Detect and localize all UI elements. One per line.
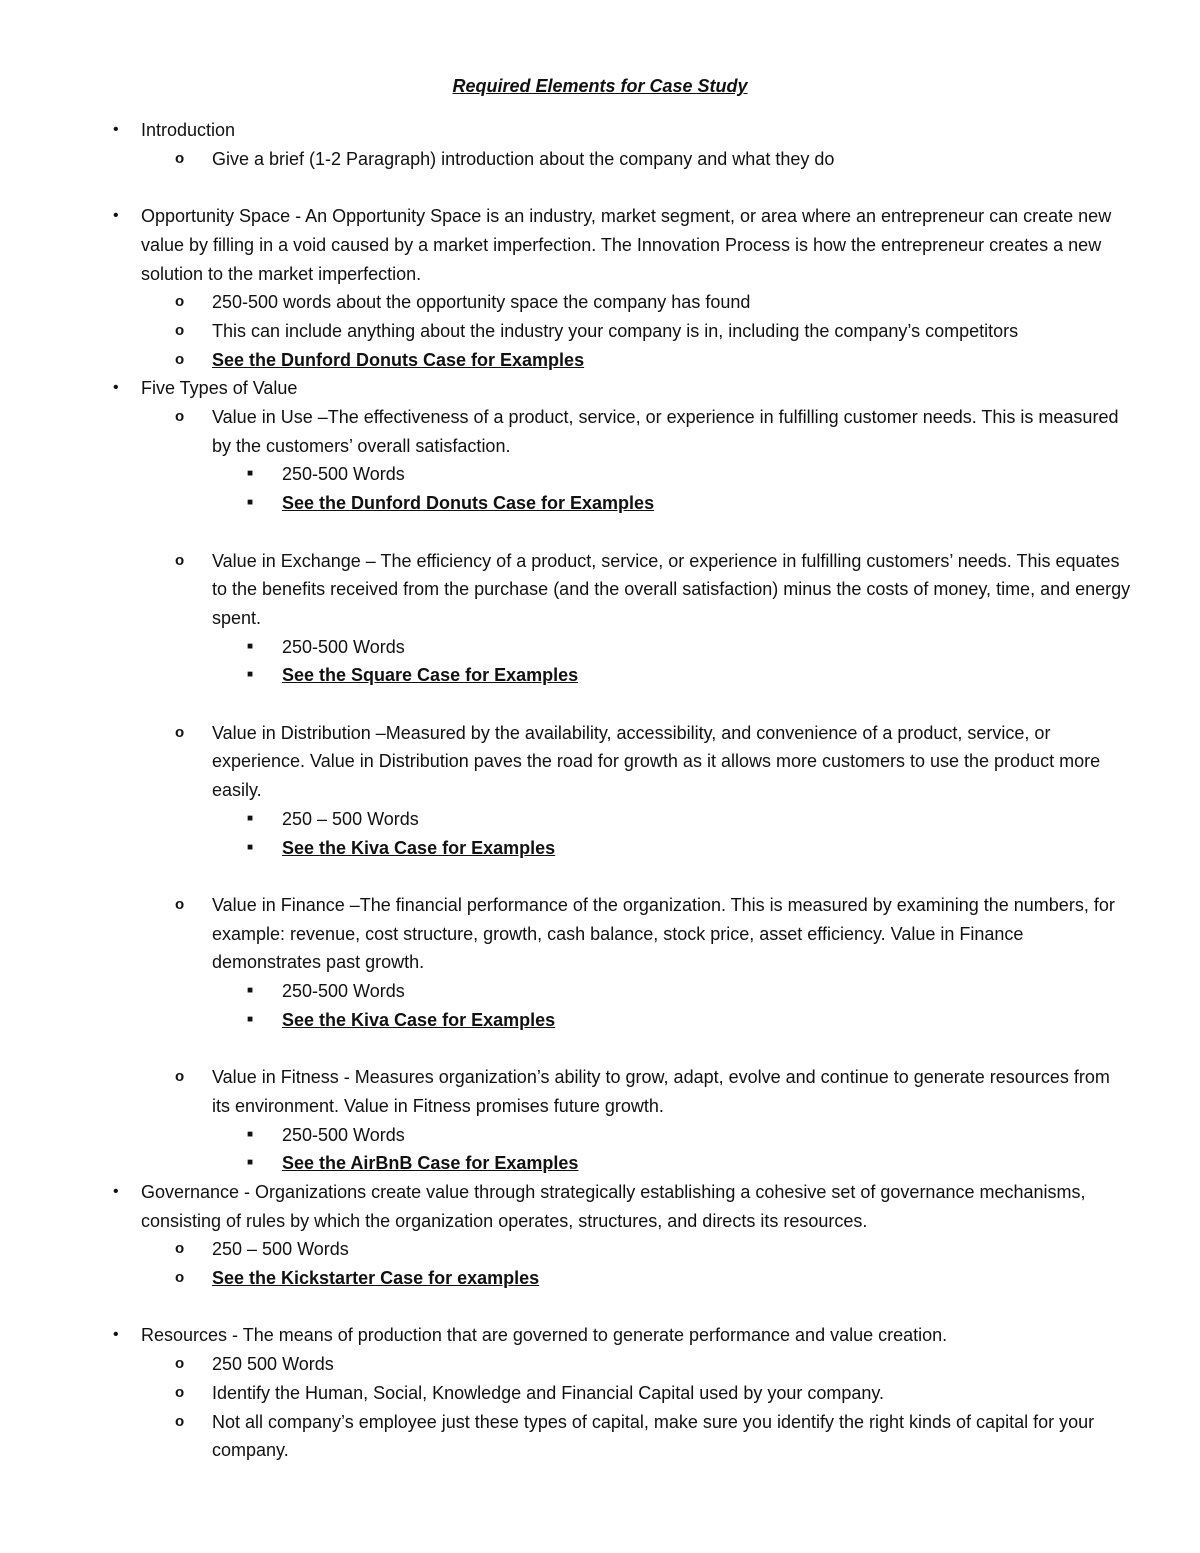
bullet-marker: • <box>113 121 119 138</box>
list-item <box>0 891 1131 977</box>
value-in-fitness-text: Value in Fitness - Measures organization’s ability to grow, adapt, evolve and continue to generate resources from its environment. Value in Fitness promises future growth. <box>212 1067 1110 1116</box>
section-heading-opportunity: Opportunity Space - An Opportunity Space is an industry, market segment, or area where an entrepreneur can create new value by filling in a void caused by a market imperfection. The Innovation Process is how the entrepreneur creates a new solution to the market imperfection. <box>141 206 1112 284</box>
case-reference-link[interactable]: See the Dunford Donuts Case for Examples <box>282 493 655 514</box>
square-marker: ■ <box>247 812 254 824</box>
list-item <box>0 547 1131 633</box>
sub-bullet-marker: o <box>175 1269 185 1287</box>
square-marker: ■ <box>247 1157 254 1169</box>
value-in-finance-text: Value in Finance –The financial performance of the organization. This is measured by examining the numbers, for example: revenue, cost structure, growth, cash balance, stock price, asset efficiency. Value in Finance demonstrates past growth. <box>212 894 1115 973</box>
square-marker: ■ <box>247 640 254 652</box>
list-item <box>0 460 1131 489</box>
square-marker: ■ <box>247 468 254 480</box>
case-reference-link[interactable]: See the Kiva Case for Examples <box>282 1009 556 1030</box>
word-count: 250-500 Words <box>282 464 405 485</box>
word-count: 250-500 Words <box>282 1124 405 1145</box>
item-text: 250-500 words about the opportunity space the company has found <box>212 292 751 313</box>
sub-bullet-marker: o <box>175 895 185 913</box>
list-item <box>0 633 1131 662</box>
square-marker: ■ <box>247 1128 254 1140</box>
list-item <box>0 834 1131 863</box>
list-item <box>0 317 1131 346</box>
sub-bullet-marker: o <box>175 723 185 741</box>
section-heading-introduction: Introduction <box>141 120 236 140</box>
square-marker: ■ <box>247 1013 254 1025</box>
list-item <box>0 403 1131 460</box>
case-reference-link[interactable]: See the AirBnB Case for Examples <box>282 1153 579 1174</box>
case-reference-link[interactable]: See the Dunford Donuts Case for Examples <box>212 349 585 370</box>
bullet-marker: • <box>113 379 119 397</box>
item-text: Not all company’s employee just these types of capital, make sure you identify the right kinds of capital for your company. <box>212 1411 1095 1461</box>
sub-bullet-marker: o <box>175 1355 185 1373</box>
list-item <box>0 719 1131 805</box>
value-in-distribution-text: Value in Distribution –Measured by the availability, accessibility, and convenience of a product, service, or experience. Value in Distribution paves the road for growth as it allows more customers to use the product more easily. <box>212 722 1101 801</box>
square-marker: ■ <box>247 985 254 997</box>
list-item <box>0 1235 1131 1264</box>
list-item <box>0 202 1131 288</box>
document-title: Required Elements for Case Study <box>452 76 748 96</box>
case-reference-link[interactable]: See the Square Case for Examples <box>282 665 579 686</box>
word-count: 250 – 500 Words <box>212 1239 349 1260</box>
section-heading-governance: Governance - Organizations create value through strategically establishing a cohesive set of governance mechanisms, consisting of rules by which the organization operates, structures, and directs its resources. <box>141 1181 1086 1231</box>
list-item <box>0 374 1131 403</box>
sub-bullet-marker: o <box>175 149 185 167</box>
word-count: 250-500 Words <box>282 636 405 657</box>
list-item <box>0 489 1131 518</box>
list-item <box>0 1408 1131 1465</box>
list-item <box>0 1063 1131 1120</box>
list-item <box>0 116 1131 145</box>
value-in-exchange-text: Value in Exchange – The efficiency of a product, service, or experience in fulfilling customers’ needs. This equates to the benefits received from the purchase (and the overall satisfaction) minus the costs of money, time, and energy spent. <box>212 550 1131 628</box>
item-text: Identify the Human, Social, Knowledge and Financial Capital used by your company. <box>212 1382 885 1403</box>
list-item <box>0 288 1131 317</box>
case-reference-link[interactable]: See the Kickstarter Case for examples <box>212 1268 540 1289</box>
list-item <box>0 1350 1131 1379</box>
sub-bullet-marker: o <box>175 350 185 368</box>
list-item <box>0 346 1131 375</box>
bullet-marker: • <box>113 1326 119 1344</box>
word-count: 250-500 Words <box>282 981 405 1002</box>
word-count: 250 – 500 Words <box>282 808 419 829</box>
list-item <box>0 1379 1131 1408</box>
sub-bullet-marker: o <box>175 408 185 426</box>
list-item <box>0 977 1131 1006</box>
section-heading-five-types: Five Types of Value <box>141 378 298 399</box>
case-reference-link[interactable]: See the Kiva Case for Examples <box>282 837 556 858</box>
sub-bullet-marker: o <box>175 1068 185 1086</box>
item-text: Give a brief (1-2 Paragraph) introduction about the company and what they do <box>212 148 835 169</box>
sub-bullet-marker: o <box>175 551 185 569</box>
section-heading-resources: Resources - The means of production that are governed to generate performance and value creation. <box>141 1325 948 1346</box>
bullet-marker: • <box>113 207 119 225</box>
list-item <box>0 805 1131 834</box>
square-marker: ■ <box>247 669 254 681</box>
list-item <box>0 1264 1131 1293</box>
item-text: This can include anything about the industry your company is in, including the company’s competitors <box>212 320 1019 341</box>
sub-bullet-marker: o <box>175 293 185 311</box>
list-item <box>0 661 1131 690</box>
sub-bullet-marker: o <box>175 321 185 339</box>
square-marker: ■ <box>247 497 254 509</box>
list-item <box>0 145 1131 174</box>
document-body <box>0 116 1200 1465</box>
list-item <box>0 1178 1131 1235</box>
sub-bullet-marker: o <box>175 1240 185 1258</box>
bullet-marker: • <box>113 1182 119 1200</box>
word-count: 250 500 Words <box>212 1354 334 1375</box>
list-item <box>0 1321 1131 1350</box>
list-item <box>0 1006 1131 1035</box>
square-marker: ■ <box>247 841 254 853</box>
sub-bullet-marker: o <box>175 1412 185 1430</box>
sub-bullet-marker: o <box>175 1383 185 1401</box>
list-item <box>0 1121 1131 1150</box>
value-in-use-text: Value in Use –The effectiveness of a product, service, or experience in fulfilling customer needs. This is measured by the customers’ overall satisfaction. <box>212 407 1119 456</box>
list-item <box>0 1149 1131 1178</box>
